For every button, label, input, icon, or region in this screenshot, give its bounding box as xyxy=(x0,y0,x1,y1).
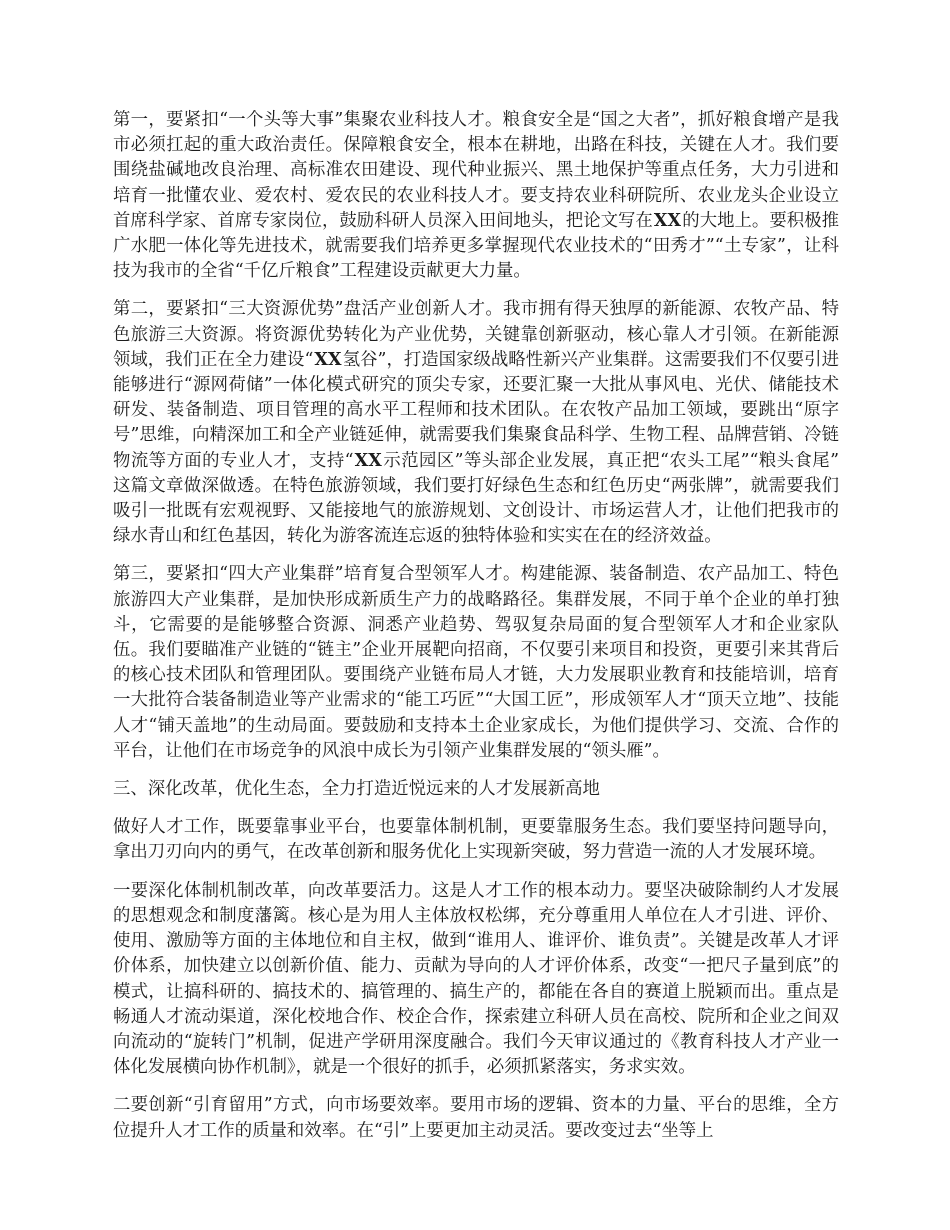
paragraph-first-point: 第一，要紧扣“一个头等大事”集聚农业科技人才。粮食安全是“国之大者”，抓好粮食增产是我市必须扛起的重大政治责任。保障粮食安全，根本在耕地，出路在科技，关键在人才。我们要围绕盐碱地改良治理、高标准农田建设、现代种业振兴、黑土地保护等重点任务，大力引进和培育一批懂农业、爱农村、爱农民的农业科技人才。要支持农业科研院所、农业龙头企业设立首席科学家、首席专家岗位，鼓励科研人员深入田间地头，把论文写在XX的大地上。要积极推广水肥一体化等先进技术，就需要我们培养更多掌握现代农业技术的“田秀才”“土专家”，让科技为我市的全省“千亿斤粮食”工程建设贡献更大力量。 xyxy=(113,110,839,282)
placeholder-xx: XX xyxy=(314,349,342,370)
paragraph-second-point: 第二，要紧扣“三大资源优势”盘活产业创新人才。我市拥有得天独厚的新能源、农牧产品、特色旅游三大资源。将资源优势转化为产业优势，关键靠创新驱动，核心靠人才引领。在新能源领域，我们正在全力建设“XX氢谷”，打造国家级战略性新兴产业集群。这需要我们不仅要引进能够进行“源网荷储”一体化模式研究的顶尖专家，还要汇聚一大批从事风电、光伏、储能技术研发、装备制造、项目管理的高水平工程师和技术团队。在农牧产品加工领域，要跳出“原字号”思维，向精深加工和全产业链延伸，就需要我们集聚食品科学、生物工程、品牌营销、冷链物流等方面的专业人才，支持“XX示范园区”等头部企业发展，真正把“农头工尾”“粮头食尾”这篇文章做深做透。在特色旅游领域，我们要打好绿色生态和红色历史“两张牌”，就需要我们吸引一批既有宏观视野、又能接地气的旅游规划、文创设计、市场运营人才，让他们把我市的绿水青山和红色基因，转化为游客流连忘返的独特体验和实实在在的经济效益。 xyxy=(113,299,839,547)
paragraph-talent-ecosystem: 做好人才工作，既要靠事业平台，也要靠体制机制，更要靠服务生态。我们要坚持问题导向，拿出刀刃向内的勇气，在改革创新和服务优化上实现新突破，努力营造一流的人才发展环境。 xyxy=(113,817,839,863)
paragraph-third-point: 第三，要紧扣“四大产业集群”培育复合型领军人才。构建能源、装备制造、农产品加工、特色旅游四大产业集群，是加快形成新质生产力的战略路径。集群发展，不同于单个企业的单打独斗，它需要的是能够整合资源、洞悉产业趋势、驾驭复杂局面的复合型领军人才和企业家队伍。我们要瞄准产业链的“链主”企业开展靶向招商，不仅要引来项目和投资，更要引来其背后的核心技术团队和管理团队。要围绕产业链布局人才链，大力发展职业教育和技能培训，培育一大批符合装备制造业等产业需求的“能工巧匠”“大国工匠”，形成领军人才“顶天立地”、技能人才“铺天盖地”的生动局面。要鼓励和支持本土企业家成长，为他们提供学习、交流、合作的平台，让他们在市场竞争的风浪中成长为引领产业集群发展的“领头雁”。 xyxy=(113,564,839,761)
document-body xyxy=(113,108,839,1144)
placeholder-xx: XX xyxy=(653,210,682,231)
placeholder-xx: XX xyxy=(354,450,382,471)
paragraph-reform-mechanism: 一要深化体制机制改革，向改革要活力。这是人才工作的根本动力。要坚决破除制约人才发展的思想观念和制度藩篱。核心是为用人主体放权松绑，充分尊重用人单位在人才引进、评价、使用、激励等方面的主体地位和自主权，做到“谁用人、谁评价、谁负责”。关键是改革人才评价体系，加快建立以创新价值、能力、贡献为导向的人才评价体系，改变“一把尺子量到底”的模式，让搞科研的、搞技术的、搞管理的、搞生产的，都能在各自的赛道上脱颖而出。重点是畅通人才流动渠道，深化校地合作、校企合作，探索建立科研人员在高校、院所和企业之间双向流动的“旋转门”机制，促进产学研用深度融合。我们今天审议通过的《教育科技人才产业一体化发展横向协作机制》，就是一个很好的抓手，必须抓紧落实，务求实效。 xyxy=(113,880,839,1078)
section-heading-three: 三、深化改革，优化生态，全力打造近悦远来的人才发展新高地 xyxy=(113,779,600,800)
paragraph-market-efficiency: 二要创新“引育留用”方式，向市场要效率。要用市场的逻辑、资本的力量、平台的思维，全方位提升人才工作的质量和效率。在“引”上要更加主动灵活。要改变过去“坐等上 xyxy=(113,1095,839,1141)
